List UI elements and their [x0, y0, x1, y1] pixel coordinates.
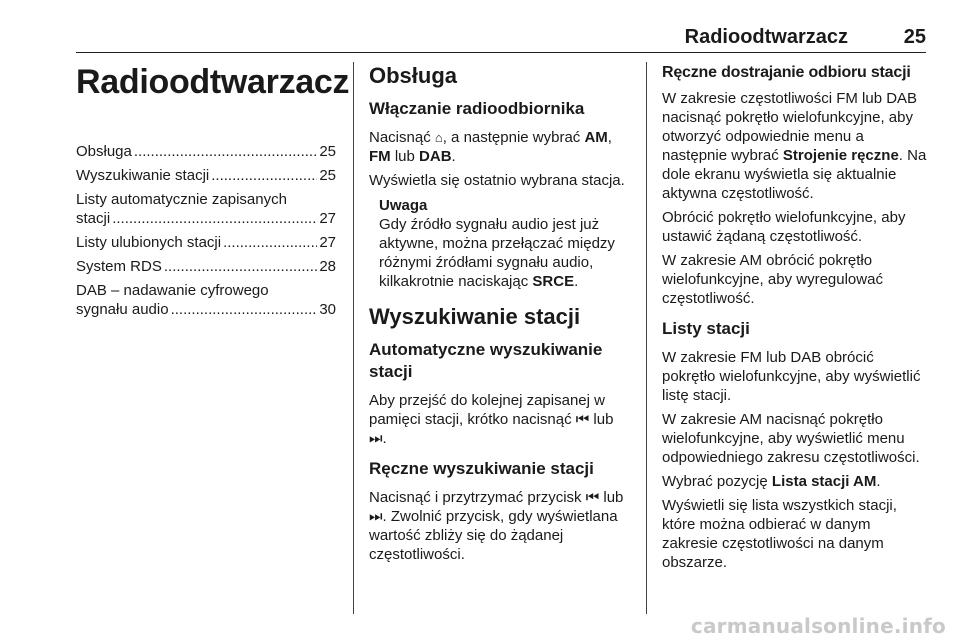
- subsection-heading: Ręczne wyszukiwanie stacji: [369, 459, 594, 478]
- skip-next-icon: ⏭: [369, 508, 383, 525]
- paragraph: Wybrać pozycję Lista stacji AM.: [662, 473, 881, 490]
- toc-entry[interactable]: [76, 233, 336, 252]
- content-column-3: [662, 62, 928, 577]
- toc-page: 27: [319, 210, 336, 227]
- toc-label: stacji: [76, 210, 111, 227]
- toc-entry[interactable]: [76, 209, 336, 228]
- toc-page: 30: [319, 301, 336, 318]
- subsection-heading: Listy stacji: [662, 319, 750, 338]
- skip-next-icon: ⏭: [369, 430, 383, 447]
- skip-previous-icon: ⏮: [575, 411, 590, 428]
- toc-label: Wyszukiwanie stacji: [76, 167, 210, 184]
- running-title: Radioodtwarzacz: [684, 26, 848, 48]
- section-heading: Wyszukiwanie stacji: [369, 304, 581, 329]
- paragraph: Obrócić pokrętło wielofunkcyjne, aby ustawić żądaną częstotliwość.: [662, 209, 906, 245]
- paragraph: Nacisnąć i przytrzymać przycisk ⏮ lub ⏭. Zwolnić przycisk, gdy wyświetlana wartość zbliży się do żądanej częstotliwości.: [369, 489, 624, 563]
- home-icon: ⌂: [434, 130, 443, 145]
- paragraph: Wyświetla się ostatnio wybrana stacja.: [369, 172, 625, 189]
- section-heading: Obsługa: [369, 63, 458, 88]
- page-number: 25: [903, 26, 926, 48]
- skip-previous-icon: ⏮: [585, 489, 600, 506]
- subsection-heading: Ręczne dostrajanie odbioru stacji: [662, 64, 911, 81]
- column-divider: [353, 62, 354, 614]
- paragraph: W zakresie AM obrócić pokrętło wielofunkcyjne, aby wyregulować częstotliwość.: [662, 252, 883, 307]
- toc-entry[interactable]: [76, 300, 336, 319]
- paragraph: W zakresie FM lub DAB obrócić pokrętło wielofunkcyjne, aby wyświetlić listę stacji.: [662, 349, 921, 404]
- toc-entry[interactable]: [76, 257, 336, 276]
- page-header: [76, 26, 926, 53]
- watermark: carmanualsonline.info: [690, 614, 946, 638]
- column-divider: [646, 62, 647, 614]
- paragraph: Nacisnąć ⌂, a następnie wybrać AM, FM lub DAB.: [369, 129, 612, 165]
- toc-entry[interactable]: [76, 142, 336, 161]
- toc-label-line[interactable]: Listy automatycznie zapisanych: [76, 191, 287, 208]
- chapter-title: Radioodtwarzacz: [76, 63, 350, 101]
- toc-page: 25: [319, 167, 336, 184]
- note-title: Uwaga: [379, 197, 428, 214]
- toc-label: Obsługa: [76, 143, 132, 160]
- toc-page: 28: [319, 258, 336, 275]
- note-box: Uwaga Gdy źródło sygnału audio jest już aktywne, można przełączać między różnymi źródłami sygnału audio, kilkakrotnie naciskając SRCE.: [379, 196, 633, 291]
- toc-page: 25: [319, 143, 336, 160]
- toc-label: System RDS: [76, 258, 162, 275]
- toc-label: Listy ulubionych stacji: [76, 234, 222, 251]
- toc-label: sygnału audio: [76, 301, 169, 318]
- paragraph: Aby przejść do kolejnej zapisanej w pamięci stacji, krótko nacisnąć ⏮ lub ⏭.: [369, 392, 614, 447]
- subsection-heading: Włączanie radioodbiornika: [369, 99, 585, 118]
- paragraph: W zakresie AM nacisnąć pokrętło wielofunkcyjne, aby wyświetlić menu odpowiedniego zakresu częstotliwości.: [662, 411, 920, 466]
- toc-label-line[interactable]: DAB – nadawanie cyfrowego: [76, 282, 269, 299]
- toc-column: [76, 62, 350, 324]
- subsection-heading: Automatyczne wyszukiwanie stacji: [369, 340, 603, 381]
- content-column-2: [369, 62, 633, 569]
- paragraph: W zakresie częstotliwości FM lub DAB nacisnąć pokrętło wielofunkcyjne, aby otworzyć odpowiednie menu a następnie wybrać Strojenie ręczne. Na dole ekranu wyświetla się aktualnie aktywna częstotliwość.: [662, 90, 927, 202]
- toc-entry[interactable]: [76, 166, 336, 185]
- toc-page: 27: [319, 234, 336, 251]
- paragraph: Wyświetli się lista wszystkich stacji, które można odbierać w danym zakresie częstotliwości na danym obszarze.: [662, 497, 897, 571]
